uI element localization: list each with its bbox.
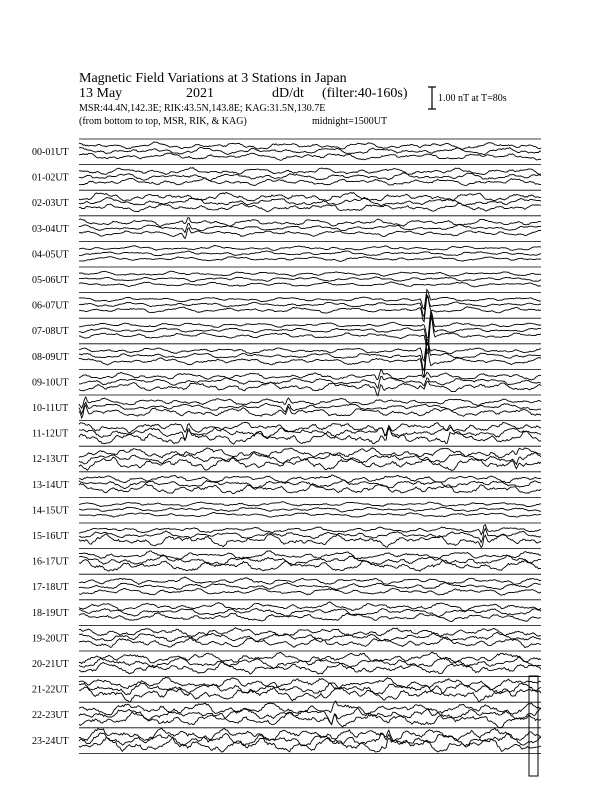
row-08-09UT (32, 339, 541, 378)
trace-MSR (79, 282, 541, 287)
trace-MSR (79, 588, 541, 595)
row-12-13UT (32, 446, 541, 470)
trace-KAG (79, 577, 541, 585)
row-11-12UT (32, 421, 541, 445)
trace-RIK (79, 295, 541, 317)
hour-label: 02-03UT (32, 198, 69, 210)
trace-MSR (79, 381, 541, 396)
trace-KAG (79, 502, 541, 507)
trace-KAG (79, 551, 541, 560)
row-13-14UT (32, 472, 541, 494)
hour-label: 04-05UT (32, 249, 69, 261)
row-20-21UT (32, 651, 541, 674)
hour-label: 09-10UT (32, 377, 69, 389)
trace-RIK (79, 425, 541, 440)
chart-component: dD/dt (272, 86, 304, 101)
hour-label: 14-15UT (32, 505, 69, 517)
trace-RIK (79, 555, 541, 566)
trace-RIK (79, 198, 541, 206)
row-04-05UT (32, 241, 541, 261)
hour-label: 12-13UT (32, 454, 69, 466)
trace-MSR (79, 349, 541, 377)
trace-KAG (79, 193, 541, 202)
trace-MSR (79, 613, 541, 622)
trace-MSR (79, 228, 541, 239)
hour-label: 11-12UT (32, 428, 69, 440)
row-03-04UT (32, 216, 541, 239)
chart-year: 2021 (186, 86, 214, 101)
trace-MSR (79, 560, 541, 572)
trace-MSR (79, 257, 541, 262)
hour-label: 13-14UT (32, 479, 69, 491)
hour-label: 01-02UT (32, 172, 69, 184)
chart-title: Magnetic Field Variations at 3 Stations in Japan (79, 71, 347, 86)
row-02-03UT (32, 190, 541, 212)
hour-label: 05-06UT (32, 275, 69, 286)
trace-KAG (79, 397, 541, 408)
station-coordinates: MSR:44.4N,142.3E; RIK:43.5N,143.8E; KAG:31.5N,130.7E (79, 103, 326, 114)
hour-label: 10-11UT (32, 403, 69, 414)
scale-bar-label: 1.00 nT at T=80s (438, 93, 507, 104)
row-18-19UT (32, 600, 541, 622)
trace-MSR (79, 429, 541, 445)
row-00-01UT (32, 139, 541, 160)
row-17-18UT (32, 574, 541, 595)
row-23-24UT (32, 728, 541, 752)
hour-label: 22-23UT (32, 710, 69, 722)
trace-RIK (79, 507, 541, 512)
station-order-note: (from bottom to top, MSR, RIK, & KAG) (79, 116, 247, 127)
trace-RIK (79, 173, 541, 181)
hour-label: 16-17UT (32, 556, 69, 568)
row-10-11UT (32, 395, 541, 418)
trace-KAG (79, 525, 541, 535)
trace-KAG (79, 142, 541, 150)
row-06-07UT (32, 290, 541, 322)
hour-label: 03-04UT (32, 223, 69, 235)
trace-KAG (79, 701, 541, 716)
row-07-08UT (32, 310, 541, 353)
trace-KAG (79, 652, 541, 663)
trace-RIK (79, 707, 541, 724)
row-16-17UT (32, 549, 541, 572)
hour-label: 07-08UT (32, 326, 69, 338)
chart-date: 13 May (79, 86, 123, 101)
trace-MSR (79, 637, 541, 648)
scale-bar (428, 87, 436, 109)
row-14-15UT (32, 497, 541, 517)
trace-RIK (79, 583, 541, 590)
trace-RIK (79, 251, 541, 256)
row-01-02UT (32, 165, 541, 186)
trace-RIK (79, 632, 541, 642)
row-21-22UT (32, 677, 541, 702)
hour-label: 21-22UT (32, 684, 69, 696)
hour-label: 08-09UT (32, 351, 69, 363)
chart-filter: (filter:40-160s) (322, 86, 408, 101)
row-22-23UT (32, 701, 541, 728)
trace-MSR (79, 153, 541, 160)
row-15-16UT (32, 523, 541, 548)
overflow-box (529, 676, 538, 776)
hour-label: 18-19UT (32, 607, 69, 619)
trace-KAG (79, 246, 541, 251)
hour-label: 23-24UT (32, 735, 69, 747)
trace-MSR (79, 662, 541, 674)
hour-label: 17-18UT (32, 582, 69, 594)
trace-MSR (79, 513, 541, 518)
hour-label: 20-21UT (32, 659, 69, 670)
trace-RIK (79, 313, 541, 345)
midnight-note: midnight=1500UT (312, 116, 388, 127)
trace-KAG (79, 370, 541, 380)
row-09-10UT (32, 369, 541, 396)
trace-RIK (79, 277, 541, 282)
hour-label: 06-07UT (32, 300, 69, 312)
trace-KAG (79, 602, 541, 611)
trace-MSR (79, 316, 541, 353)
row-05-06UT (32, 267, 541, 287)
row-19-20UT (32, 625, 541, 647)
trace-RIK (79, 342, 541, 371)
hour-label: 15-16UT (32, 531, 69, 542)
hour-label: 00-01UT (32, 147, 69, 158)
trace-MSR (79, 484, 541, 494)
hour-label: 19-20UT (32, 633, 69, 645)
trace-KAG (79, 310, 541, 338)
trace-MSR (79, 405, 541, 418)
trace-KAG (79, 271, 541, 276)
trace-RIK (79, 148, 541, 155)
